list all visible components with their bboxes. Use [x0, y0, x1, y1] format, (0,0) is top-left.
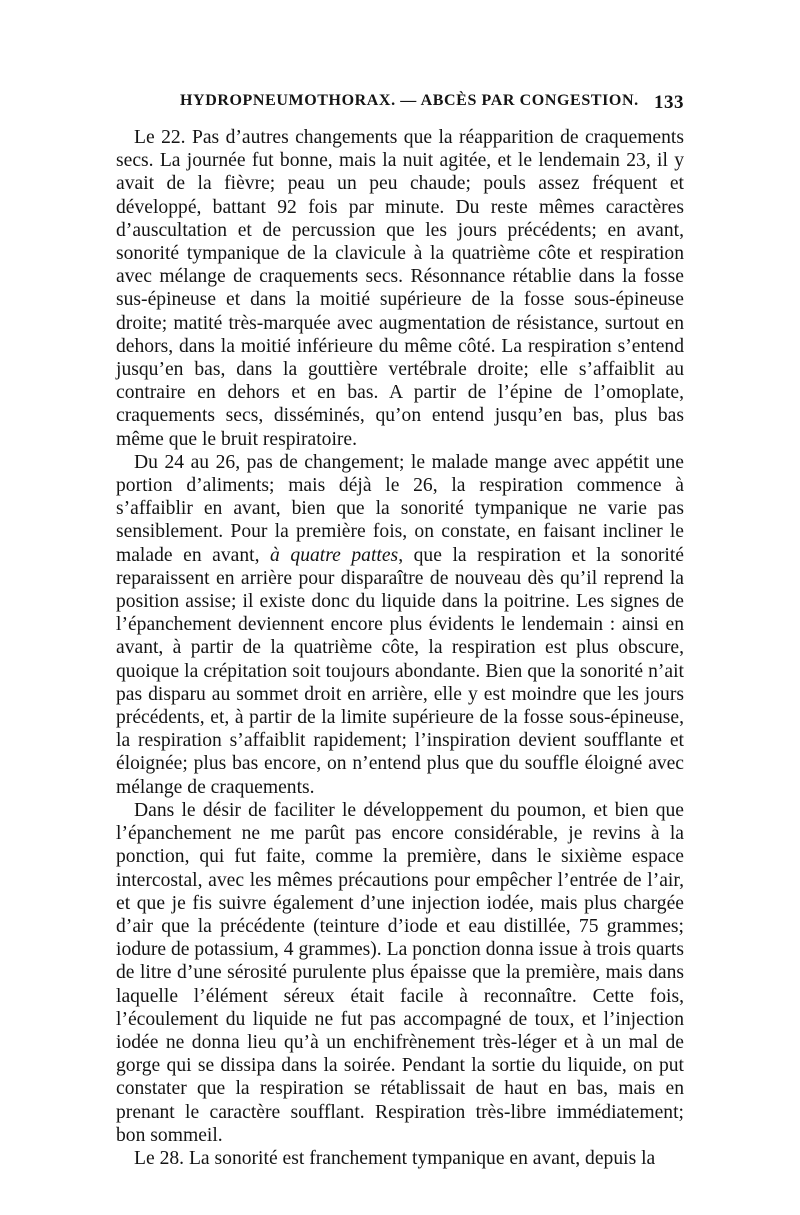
page-body [116, 126, 684, 1170]
paragraph-ponction [116, 799, 684, 1147]
running-title: HYDROPNEUMOTHORAX. — ABCÈS PAR CONGESTION. [180, 92, 639, 109]
paragraph-le-28 [116, 1147, 684, 1170]
paragraph-du-24-au-26 [116, 451, 684, 799]
italic-emphasis: à quatre pattes [270, 544, 399, 566]
paragraph-le-22 [116, 126, 684, 451]
running-header [118, 92, 684, 122]
page-number: 133 [654, 92, 684, 113]
paragraph-text: Le 22. Pas d’autres changements que la réapparition de craquements secs. La journée fut bonne, mais la nuit agitée, et le lendemain 23, il y avait de la fièvre; peau un peu chaude; pouls assez fréquent et développé, battant 92 fois par minute. Du reste mêmes caractères d’auscultation et de percussion que les jours précédents; en avant, sonorité tympanique de la clavicule à la quatrième côte et respiration avec mélange de craquements secs. Résonnance rétablie dans la fosse sus-épineuse et dans la moitié supérieure de la fosse sous-épineuse droite; matité très-marquée avec augmentation de résistance, surtout en dehors, dans la moitié inférieure du même côté. La respiration s’entend jusqu’en bas, dans la gouttière vertébrale droite; elle s’affaiblit au contraire en dehors et en bas. A partir de l’épine de l’omoplate, craquements secs, disséminés, qu’on entend jusqu’en bas, plus bas même que le bruit respiratoire. [116, 127, 684, 450]
paragraph-text: Le 28. La sonorité est franchement tympanique en avant, depuis la [134, 1147, 656, 1169]
paragraph-text: Du 24 au 26, pas de changement; le malade mange avec appétit une portion d’aliments; mais déjà le 26, la respiration commence à s’affaiblir en avant, bien que la sonorité tympanique ne varie pas sensiblement. Pour la première fois, on constate, en faisant incliner le malade en avant, [116, 451, 684, 566]
paragraph-text: , que la respiration et la sonorité reparaissent en arrière pour disparaître de nouveau dès qu’il reprend la position assise; il existe donc du liquide dans la poitrine. Les signes de l’épanchement deviennent encore plus évidents le lendemain : ainsi en avant, à partir de la quatrième côte, la respiration est plus obscure, quoique la crépitation soit toujours abondante. Bien que la sonorité n’ait pas disparu au sommet droit en arrière, elle y est moindre que les jours précédents, et, à partir de la limite supérieure de la fosse sous-épineuse, la respiration s’affaiblit rapidement; l’inspiration devient soufflante et éloignée; plus bas encore, on n’entend plus que du souffle éloigné avec mélange de craquements. [116, 544, 685, 798]
paragraph-text: Dans le désir de faciliter le développement du poumon, et bien que l’épanchement ne me parût pas encore considérable, je revins à la ponction, qui fut faite, comme la première, dans le sixième espace intercostal, avec les mêmes précautions pour empêcher l’entrée de l’air, et que je fis suivre également d’une injection iodée, mais plus chargée d’air que la précédente (teinture d’iode et eau distillée, 75 grammes; iodure de potassium, 4 grammes). La ponction donna issue à trois quarts de litre d’une sérosité purulente plus épaisse que la première, mais dans laquelle l’élément séreux était facile à reconnaître. Cette fois, l’écoulement du liquide ne fut pas accompagné de toux, et l’injection iodée ne donna lieu qu’à un enchifrènement très-léger et à un mal de gorge qui se dissipa dans la soirée. Pendant la sortie du liquide, on put constater que la respiration se rétablissait de haut en bas, mais en prenant le caractère soufflant. Respiration très-libre immédiatement; bon sommeil. [116, 799, 684, 1146]
